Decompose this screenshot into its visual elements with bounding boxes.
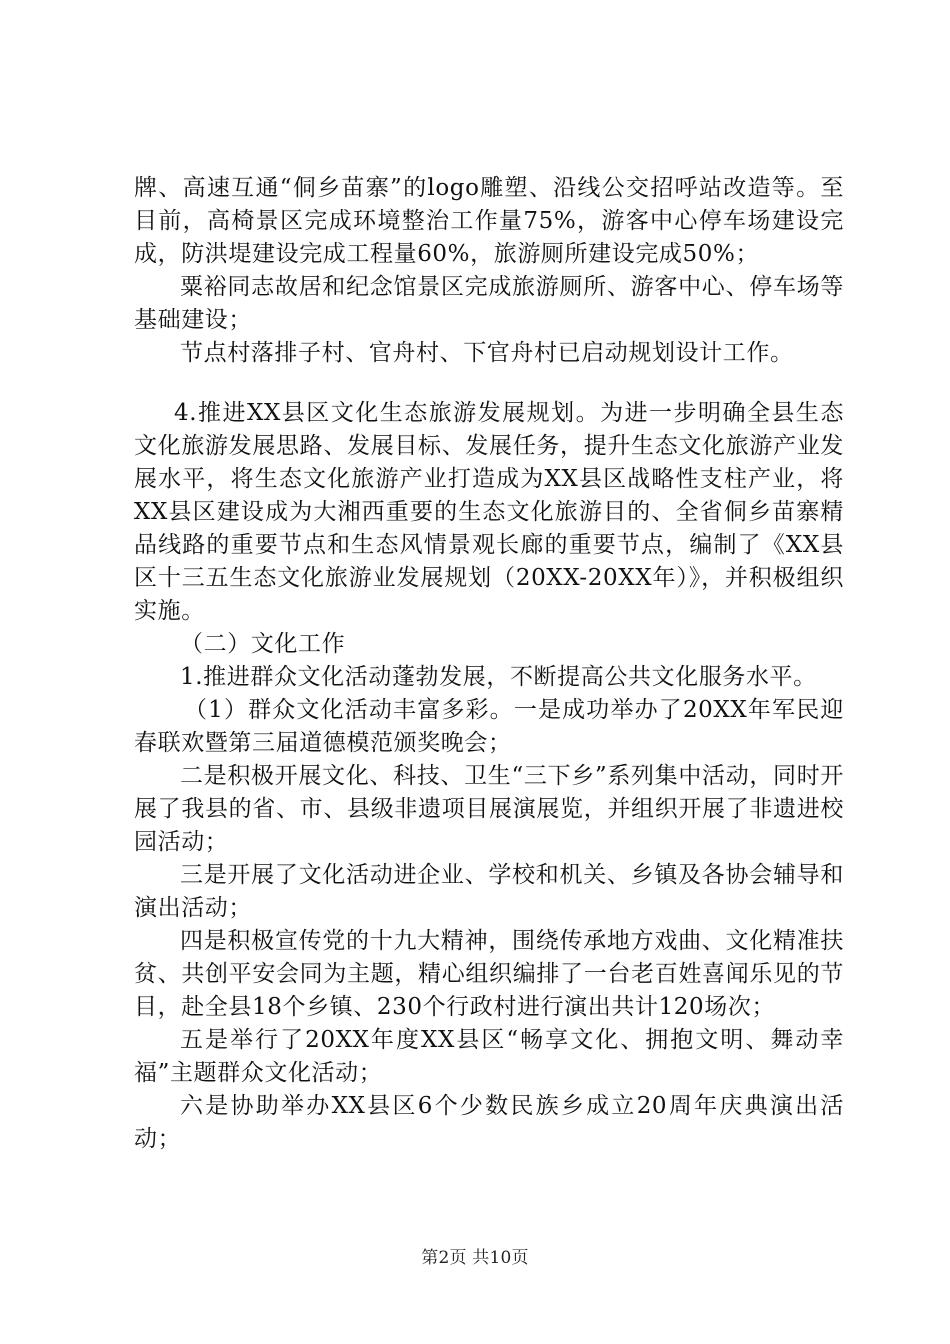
paragraph-village-nodes: 节点村落排子村、官舟村、下官舟村已启动规划设计工作。 xyxy=(180,340,794,366)
page-footer: 第2页 共10页 xyxy=(421,1248,529,1268)
paragraph-activities-5: 五是举行了20XX年度XX县区“畅享文化、拥抱文明、舞动幸福”主题群众文化活动； xyxy=(134,1027,844,1086)
paragraph-activities-1: （1）群众文化活动丰富多彩。一是成功举办了20XX年军民迎春联欢暨第三届道德模范颁奖晚会； xyxy=(134,697,844,756)
paragraph-tourism-plan: 4.推进XX县区文化生态旅游发展规划。为进一步明确全县生态文化旅游发展思路、发展目标、发展任务，提升生态文化旅游产业发展水平，将生态文化旅游产业打造成为XX县区战略性支柱产业，将XX县区建设成为大湘西重要的生态文化旅游目的、全省侗乡苗寨精品线路的重要节点和生态风情景观长廊的重要节点，编制了《XX县区十三五生态文化旅游业发展规划（20XX-20XX年）》，并积极组织实施。 xyxy=(134,400,844,624)
section-heading-culture: （二）文化工作 xyxy=(180,631,346,657)
paragraph-activities-6: 六是协助举办XX县区6个少数民族乡成立20周年庆典演出活动； xyxy=(134,1093,844,1152)
paragraph-continuation: 牌、高速互通“侗乡苗寨”的logo雕塑、沿线公交招呼站改造等。至目前，高椅景区完成环境整治工作量75%，游客中心停车场建设完成，防洪堤建设完成工程量60%，旅游厕所建设完成50%； xyxy=(134,175,844,267)
paragraph-mass-culture: 1.推进群众文化活动蓬勃发展，不断提高公共文化服务水平。 xyxy=(180,664,817,690)
paragraph-activities-3: 三是开展了文化活动进企业、学校和机关、乡镇及各协会辅导和演出活动； xyxy=(134,862,844,921)
paragraph-activities-2: 二是积极开展文化、科技、卫生“三下乡”系列集中活动，同时开展了我县的省、市、县级非遗项目展演展览，并组织开展了非遗进校园活动； xyxy=(134,763,844,855)
paragraph-memorial-site: 粟裕同志故居和纪念馆景区完成旅游厕所、游客中心、停车场等基础建设； xyxy=(134,274,844,333)
paragraph-activities-4: 四是积极宣传党的十九大精神，围绕传承地方戏曲、文化精准扶贫、共创平安会同为主题，精心组织编排了一台老百姓喜闻乐见的节目，赴全县18个乡镇、230个行政村进行演出共计120场次； xyxy=(134,928,844,1020)
document-body xyxy=(134,172,844,1156)
